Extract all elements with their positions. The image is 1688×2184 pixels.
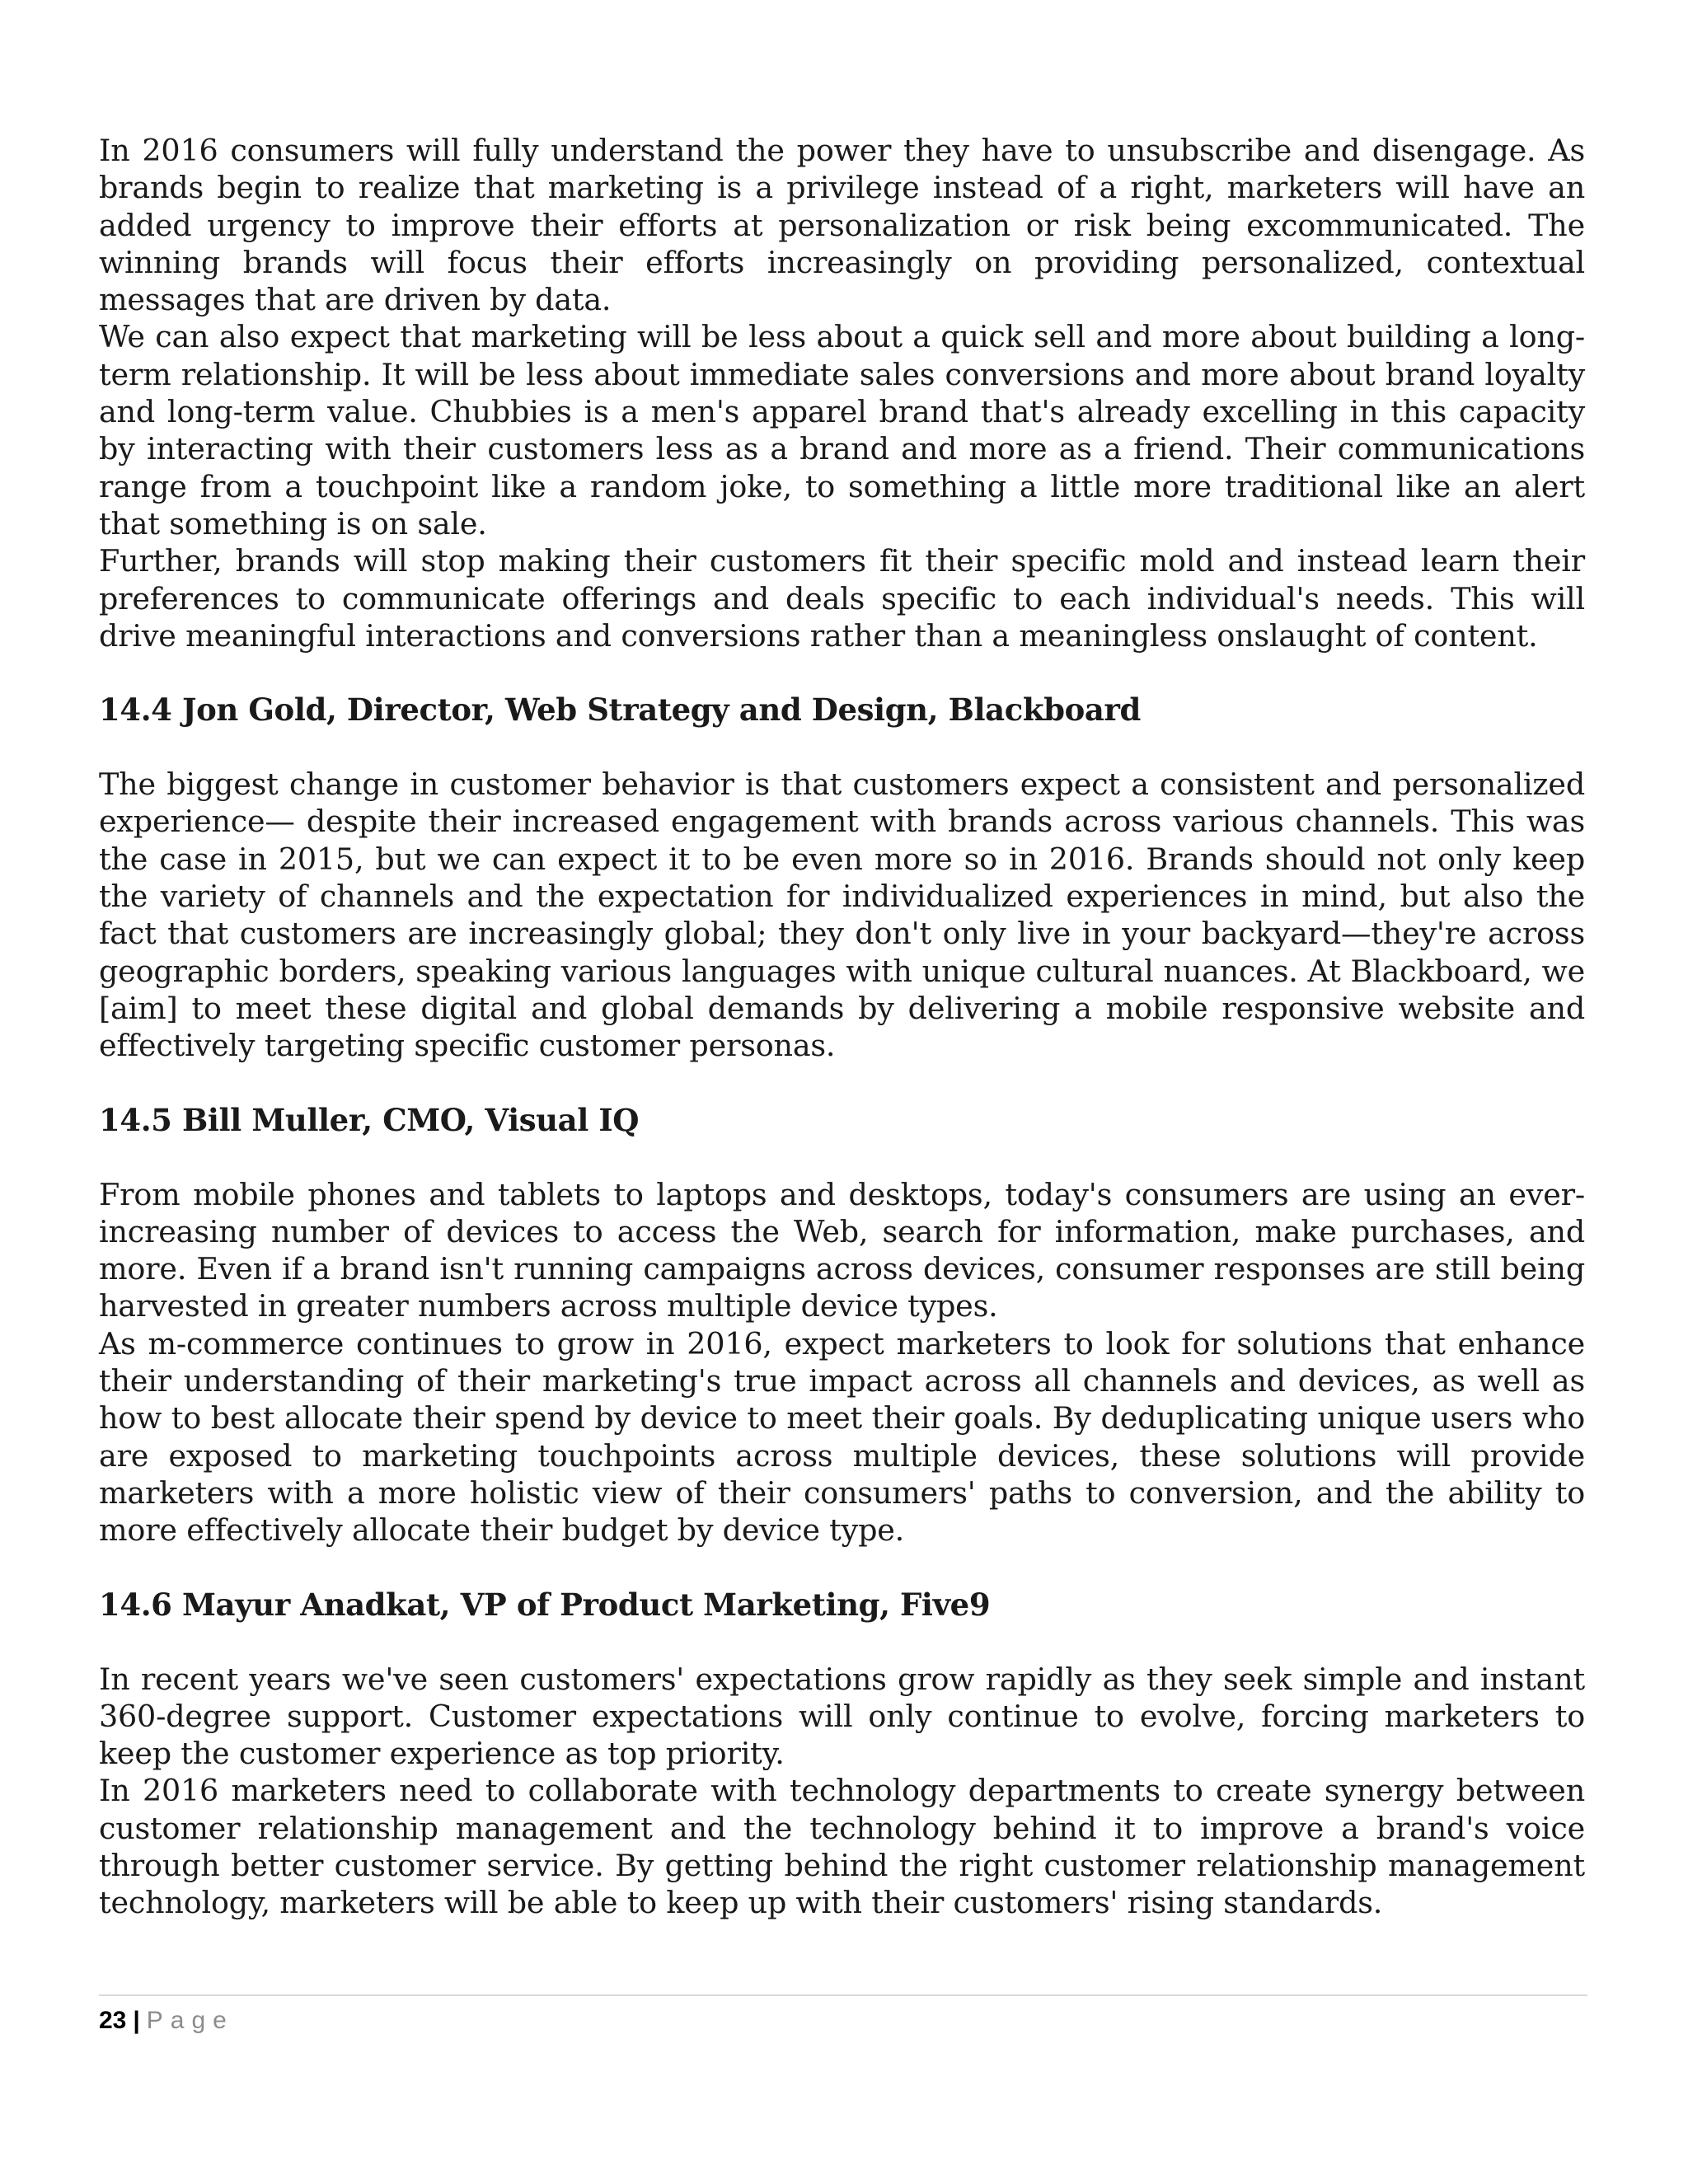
section-paragraph: In 2016 marketers need to collaborate with technology departments to create synergy between customer relationship management and the technology behind it to improve a brand's voice through better customer service. By getting behind the right customer relationship management technology, marketers will be able to keep up with their customers' rising standards. bbox=[99, 1773, 1585, 1921]
section-heading: 14.4 Jon Gold, Director, Web Strategy and Design, Blackboard bbox=[99, 691, 1141, 729]
page-footer bbox=[99, 1994, 1587, 2037]
intro-paragraph-2: We can also expect that marketing will be less about a quick sell and more about building a long-term relationship. It will be less about immediate sales conversions and more about brand loyalty and long-term value. Chubbies is a men's apparel brand that's already excelling in this capacity by interacting with their customers less as a brand and more as a friend. Their communications range from a touchpoint like a random joke, to something a little more traditional like an alert that something is on sale. bbox=[99, 319, 1585, 541]
section-heading: 14.6 Mayur Anadkat, VP of Product Marketing, Five9 bbox=[99, 1586, 991, 1623]
section-paragraph: In recent years we've seen customers' expectations grow rapidly as they seek simple and instant 360-degree support. Customer expectations will only continue to evolve, forcing marketers to keep the customer experience as top priority. bbox=[99, 1661, 1585, 1772]
footer-separator: | bbox=[133, 2007, 140, 2034]
section-paragraph: The biggest change in customer behavior is that customers expect a consistent and personalized experience— despite their increased engagement with brands across various channels. This was the case in 2015, but we can expect it to be even more so in 2016. Brands should not only keep the variety of channels and the expectation for individualized experiences in mind, but also the fact that customers are increasingly global; they don't only live in your backyard—they're across geographic borders, speaking various languages with unique cultural nuances. At Blackboard, we [aim] to meet these digital and global demands by delivering a mobile responsive website and effectively targeting specific customer personas. bbox=[99, 766, 1585, 1064]
intro-paragraph-1: In 2016 consumers will fully understand the power they have to unsubscribe and disengage. As brands begin to realize that marketing is a privilege instead of a right, marketers will have an added urgency to improve their efforts at personalization or risk being excommunicated. The winning brands will focus their efforts increasingly on providing personalized, contextual messages that are driven by data. bbox=[99, 133, 1585, 318]
section-paragraph: As m-commerce continues to grow in 2016, expect marketers to look for solutions that enhance their understanding of their marketing's true impact across all channels and devices, as well as how to best allocate their spend by device to meet their goals. By deduplicating unique users who are exposed to marketing touchpoints across multiple devices, these solutions will provide marketers with a more holistic view of their consumers' paths to conversion, and the ability to more effectively allocate their budget by device type. bbox=[99, 1325, 1585, 1549]
section-14-5 bbox=[99, 1102, 1585, 1549]
document-page bbox=[99, 132, 1585, 1922]
page-label: Page bbox=[146, 2007, 234, 2034]
section-14-4 bbox=[99, 691, 1585, 1064]
section-heading: 14.5 Bill Muller, CMO, Visual IQ bbox=[99, 1101, 640, 1138]
intro-paragraph-3: Further, brands will stop making their customers fit their specific mold and instead learn their preferences to communicate offerings and deals specific to each individual's needs. This will drive meaningful interactions and conversions rather than a meaningless onslaught of content. bbox=[99, 543, 1585, 654]
intro-block bbox=[99, 132, 1585, 654]
section-14-6 bbox=[99, 1586, 1585, 1922]
page-number: 23 bbox=[99, 2007, 127, 2034]
section-paragraph: From mobile phones and tablets to laptops and desktops, today's consumers are using an ever-increasing number of devices to access the Web, search for information, make purchases, and more. Even if a brand isn't running campaigns across devices, consumer responses are still being harvested in greater numbers across multiple device types. bbox=[99, 1176, 1585, 1324]
